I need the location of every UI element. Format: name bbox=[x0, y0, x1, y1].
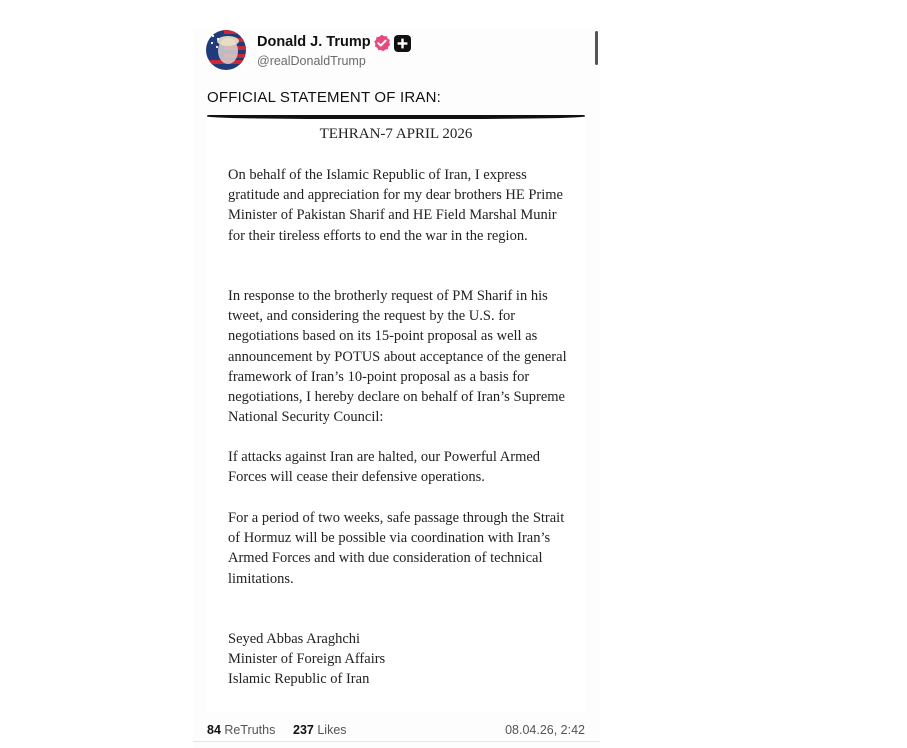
likes-count: 237 bbox=[293, 723, 314, 737]
scrollbar-thumb[interactable] bbox=[595, 31, 598, 65]
retruths-link[interactable] bbox=[207, 723, 275, 737]
post-timestamp[interactable]: 08.04.26, 2:42 bbox=[505, 723, 585, 737]
document-paragraph-4: For a period of two weeks, safe passage through the Strait of Hormuz will be possible via coordination with Iran’s Armed Forces and with due consideration of technical limitations. bbox=[228, 510, 565, 587]
author-handle[interactable]: @realDonaldTrump bbox=[257, 54, 366, 68]
divider bbox=[193, 741, 600, 742]
signature-org: Islamic Republic of Iran bbox=[228, 671, 370, 688]
signature-name: Seyed Abbas Araghchi bbox=[228, 631, 361, 647]
verified-check-icon bbox=[373, 34, 391, 52]
likes-label: Likes bbox=[317, 723, 347, 737]
likes-link[interactable] bbox=[293, 723, 347, 737]
document-paragraph-3: If attacks against Iran are halted, our Powerful Armed Forces will cease their defensive operations. bbox=[228, 449, 541, 486]
author-name[interactable]: Donald J. Trump bbox=[257, 34, 371, 50]
retruths-count: 84 bbox=[207, 723, 221, 737]
statement-document-image[interactable] bbox=[207, 115, 585, 712]
plus-badge-icon bbox=[394, 35, 411, 52]
document-signature bbox=[228, 629, 573, 690]
document-top-edge bbox=[207, 115, 585, 119]
post-stats bbox=[207, 723, 585, 741]
post-text: OFFICIAL STATEMENT OF IRAN: bbox=[207, 89, 442, 106]
signature-title: Minister of Foreign Affairs bbox=[228, 651, 386, 668]
retruths-label: ReTruths bbox=[224, 723, 276, 737]
document-dateline: TEHRAN-7 APRIL 2026 bbox=[319, 126, 473, 142]
avatar[interactable] bbox=[206, 30, 246, 70]
document-paragraph-2: In response to the brotherly request of PM Sharif in his tweet, and considering the request by the U.S. for negotiations based on its 15-point proposal as well as announcement by POTUS about acceptance of the general framework of Iran’s 10-point proposal as a basis for negotiations, I hereby declare on behalf of Iran’s Supreme National Security Council: bbox=[228, 288, 567, 426]
document-paragraph-1: On behalf of the Islamic Republic of Iran, I express gratitude and appreciation for my dear brothers HE Prime Minister of Pakistan Sharif and HE Field Marshal Munir for their tireless efforts to end the war in the region. bbox=[228, 167, 563, 244]
